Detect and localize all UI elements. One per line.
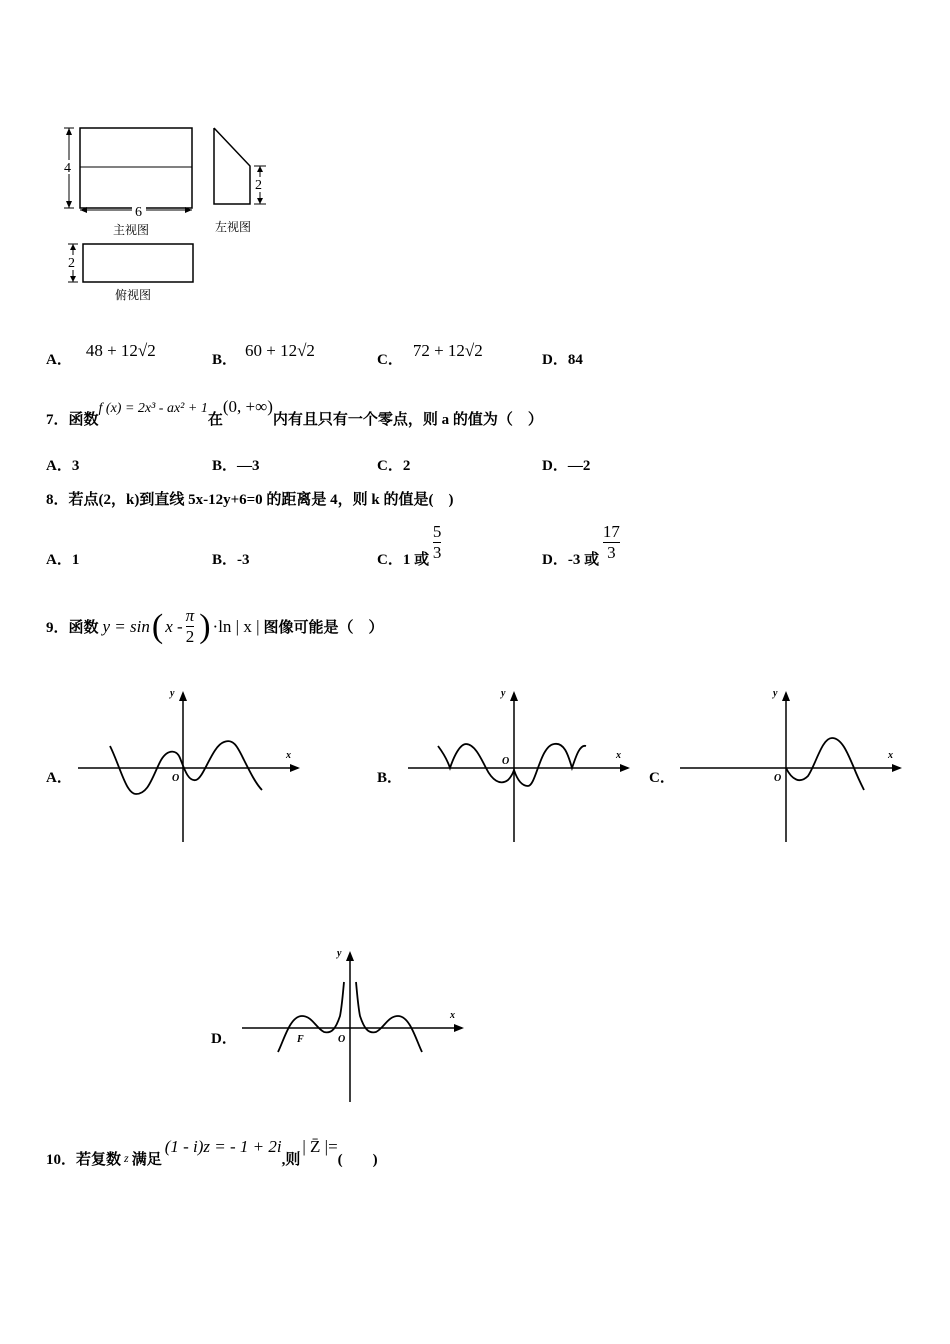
svg-text:O: O (774, 773, 782, 784)
q9-option-d-label[interactable]: D． (211, 1031, 237, 1047)
q9-graph-a[interactable] (74, 686, 306, 846)
q7-option-d[interactable]: D．—2 (542, 458, 591, 474)
svg-text:O: O (502, 756, 510, 767)
q9-graph-d[interactable] (238, 946, 470, 1106)
q8-option-b[interactable]: B．-3 (212, 552, 250, 568)
q9-fraction: $\frac{\pi}{2}$ (185, 606, 195, 646)
q8-d-fraction: $\frac{17}{3}$ (602, 522, 620, 562)
q9-graph-b[interactable] (404, 686, 636, 846)
svg-text:y: y (501, 688, 506, 699)
q6-option-a[interactable]: A． 48 + 12√2 (46, 341, 156, 368)
q7-formula: f (x) = 2x³ - ax² + 1 (98, 401, 208, 416)
dim-side: 2 (255, 178, 262, 193)
q8-option-a[interactable]: A．1 (46, 552, 80, 568)
svg-text:x: x (616, 750, 621, 761)
q7-option-c[interactable]: C．2 (377, 458, 411, 474)
svg-text:x: x (888, 750, 893, 761)
q7-option-b[interactable]: B．—3 (212, 458, 260, 474)
q9-stem: 9．函数 y = sin ( x - $\frac{\pi}{2}$ ) ·ln | x | 图像可能是（ ） (46, 606, 384, 646)
q10-abs: | Z̄ |= (302, 1137, 338, 1156)
q7-option-a[interactable]: A．3 (46, 458, 80, 474)
side-view-shape (214, 128, 250, 204)
svg-text:y: y (773, 688, 778, 699)
front-view-label: 主视图 (113, 223, 150, 237)
dim-height: 4 (64, 161, 71, 176)
svg-text:O: O (172, 773, 180, 784)
q9-option-b-label[interactable]: B． (377, 770, 403, 786)
q10-stem: 10．若复数 $_z$ 满足(1 - i)z = - 1 + 2i,则| Z̄ |=( ) (46, 1137, 378, 1168)
svg-text:x: x (450, 1010, 455, 1021)
q6-option-c[interactable]: C． 72 + 12√2 (377, 341, 483, 368)
top-view-label: 俯视图 (115, 288, 152, 302)
q10-formula: (1 - i)z = - 1 + 2i (164, 1137, 282, 1156)
three-view-diagram (55, 120, 285, 310)
svg-text:y: y (337, 948, 342, 959)
q8-option-c[interactable]: C．1 或 $\frac{5}{3}$ (377, 522, 442, 568)
svg-text:F: F (297, 1034, 304, 1045)
svg-text:O: O (338, 1034, 346, 1045)
q9-option-c-label[interactable]: C． (649, 770, 675, 786)
svg-text:x: x (286, 750, 291, 761)
q7-stem: 7．函数f (x) = 2x³ - ax² + 1在(0, +∞)内有且只有一个零点，则 a 的值为（ ） (46, 397, 543, 428)
top-view-rect (83, 244, 193, 282)
q6-option-d[interactable]: D．84 (542, 352, 583, 368)
svg-text:y: y (170, 688, 175, 699)
q8-option-d[interactable]: D．-3 或 $\frac{17}{3}$ (542, 522, 620, 568)
q8-stem: 8．若点(2，k)到直线 5x-12y+6=0 的距离是 4，则 k 的值是( ) (46, 492, 454, 508)
side-view-label: 左视图 (215, 220, 252, 234)
dim-width: 6 (135, 205, 142, 220)
front-view-rect (80, 128, 192, 208)
q9-graph-c[interactable] (676, 686, 908, 846)
q8-c-fraction: $\frac{5}{3}$ (432, 522, 442, 562)
q7-interval: (0, +∞) (222, 397, 273, 416)
dim-top: 2 (68, 256, 75, 271)
q9-option-a-label[interactable]: A． (46, 770, 72, 786)
q6-option-b[interactable]: B． 60 + 12√2 (212, 341, 315, 368)
